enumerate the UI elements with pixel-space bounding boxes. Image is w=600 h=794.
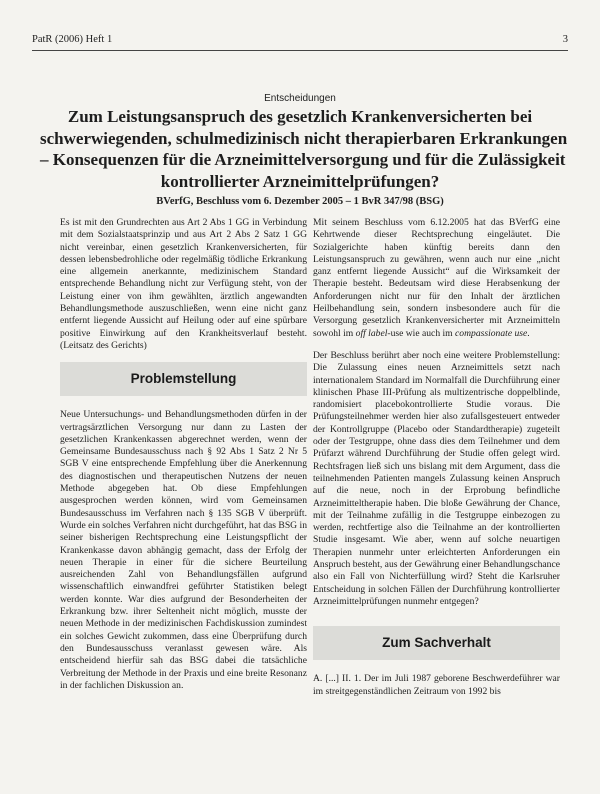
title-line: kontrollierter Arzneimittelprüfungen? (160, 171, 440, 191)
page-number: 3 (562, 34, 568, 45)
section-heading-sachverhalt: Zum Sachverhalt (313, 626, 560, 660)
title-line: schwerwiegenden, schulmedizinisch nicht therapierbaren Erkrankungen (40, 128, 568, 148)
italic-term: compassionate use (455, 327, 528, 339)
body-paragraph: Neue Untersuchungs- und Behandlungsmethoden dürfen in der vertragsärztlichen Versorgung nur dann zu Lasten der gesetzlichen Krankenkassen abgerechnet werden, wenn der Gemeinsame Bundesausschuss nach § 92 Abs 1 Satz 2 Nr 5 SGB V eine entsprechende Empfehlung über die Anerkennung des diagnostischen und therapeutischen Nutzens der neuen Methode abgegeben hat. Ob diese Empfehlungen ausgesprochen werden können, wird vom Gemeinsamen Bundesausschuss im Verfahren nach § 135 SGB V überprüft. Wurde ein solches Verfahren nicht durchgeführt, hat das BSG in seiner bisherigen Rechtsprechung eine Leistungspflicht der Krankenkasse davon abhängig gemacht, dass der Erfolg der neuen Therapie in einer für die sichere Beurteilung ausreichenden Zahl von Behandlungsfällen aufgrund wissenschaftlich einwandfrei geführter Statistiken belegt werden konnte. War dies aufgrund der Besonderheiten der Erkrankung bzw. ihrer Seltenheit nicht möglich, musste der neuen Methode in der medizinischen Fachdiskussion zumindest ein solches Gewicht zukommen, dass eine Überprüfung durch den Bundesausschuss veranlasst gewesen wäre. Als entscheidend hierfür sah das BSG dabei die tatsächliche Verbreitung der Methode in der Praxis und eine breite Resonanz in der fachlichen Diskussion an. (60, 409, 307, 691)
decision-citation: BVerfG, Beschluss vom 6. Dezember 2005 – 1 BvR 347/98 (BSG) (156, 196, 444, 207)
title-line: Zum Leistungsanspruch des gesetzlich Krankenversicherten bei (67, 107, 533, 126)
right-column (313, 217, 560, 698)
section-label: Entscheidungen (264, 93, 336, 104)
text-run: -use wie auch im (387, 327, 456, 339)
journal-reference: PatR (2006) Heft 1 (32, 34, 113, 45)
article-title (40, 106, 568, 192)
running-header (32, 34, 568, 45)
body-paragraph (313, 217, 560, 340)
section-heading-problemstellung: Problemstellung (60, 362, 307, 396)
body-paragraph: A. [...] II. 1. Der im Juli 1987 geborene Beschwerdeführer war im streitgegenständlichen Zeitraum von 1992 bis (313, 673, 560, 697)
title-line: – Konsequenzen für die Arzneimittelversorgung und für die Zulässigkeit (40, 150, 566, 169)
left-column (60, 217, 307, 692)
text-run: . (527, 327, 530, 339)
leitsatz-paragraph: Es ist mit den Grundrechten aus Art 2 Abs 1 GG in Verbindung mit dem Sozialstaatsprinzip und aus Art 2 Abs 2 Satz 1 GG nicht vereinbar, einen gesetzlich Krankenversicherten, für dessen lebensbedrohliche oder regelmäßig tödliche Erkrankung eine allgemein anerkannte, medizinischem Standard entsprechende Behandlung nicht zur Verfügung steht, von der Leistung einer von ihm gewählten, ärztlich angewandten Behandlungsmethode auszuschließen, wenn eine nicht ganz entfernt liegende Aussicht auf Heilung oder auf eine spürbare positive Einwirkung auf den Krankheitsverlauf besteht. (Leitsatz des Gerichts) (60, 217, 307, 351)
header-rule (32, 50, 568, 51)
body-paragraph: Der Beschluss berührt aber noch eine weitere Problemstellung: Die Zulassung eines neuen Arzneimittels setzt nach internationalem Standard im Normalfall die Durchführung einer klinischen Phase III-Prüfung als multizentrische doppelblinde, randomisiert placebokontrollierte Studie voraus. Die Prüfungsteilnehmer werden hier also zufallsgesteuert entweder der Kontrollgruppe (Placebo oder Standardtherapie) zugeteilt oder der Testgruppe, ohne dass dies dem Teilnehmer und dem Prüfarzt während Durchführung der Studie offen gelegt wird. Rechtsfragen ließ sich uns bislang mit dem Argument, dass die teilnehmenden Patienten mangels Zulassung keinen Anspruch auf die neue, noch in der Erprobung befindliche Arzneimitteltherapie haben. Die bloße Gewährung der Chance, mit der Teilnahme zufällig in die Testgruppe einbezogen zu werden, rechtfertige also die Teilnahme an der kontrollierten Studie insgesamt. Wie aber, wenn auf solche neuartigen Therapien nunmehr unter erleichterten Anforderungen ein Anspruch besteht, aus der Gewährung einer Behandlungschance also ein Fall von Nichterfüllung wird? Steht die Karlsruher Entscheidung in solchen Fällen der Durchführung kontrollierter Arzneimittelprüfungen nunmehr entgegen? (313, 349, 560, 607)
italic-term: off label (355, 327, 388, 339)
text-run: Mit seinem Beschluss vom 6.12.2005 hat das BVerfG eine Kehrtwende dieser Rechtsprechung eingeläutet. Die Sozialgerichte haben künftig bereits dann den Leistungsanspruch zu gewähren, wenn auch nur eine „nicht ganz entfernt liegende Aussicht“ auf die Wirksamkeit der Therapie besteht. Bedeutsam wird diese Herabsenkung der Anforderungen nicht nur für den Inhalt der ärztlichen Heilbehandlung sein, sondern insbesondere auch für die Versorgung gesetzlich Krankenversicherter mit Arzneimitteln sowohl im (313, 217, 560, 339)
